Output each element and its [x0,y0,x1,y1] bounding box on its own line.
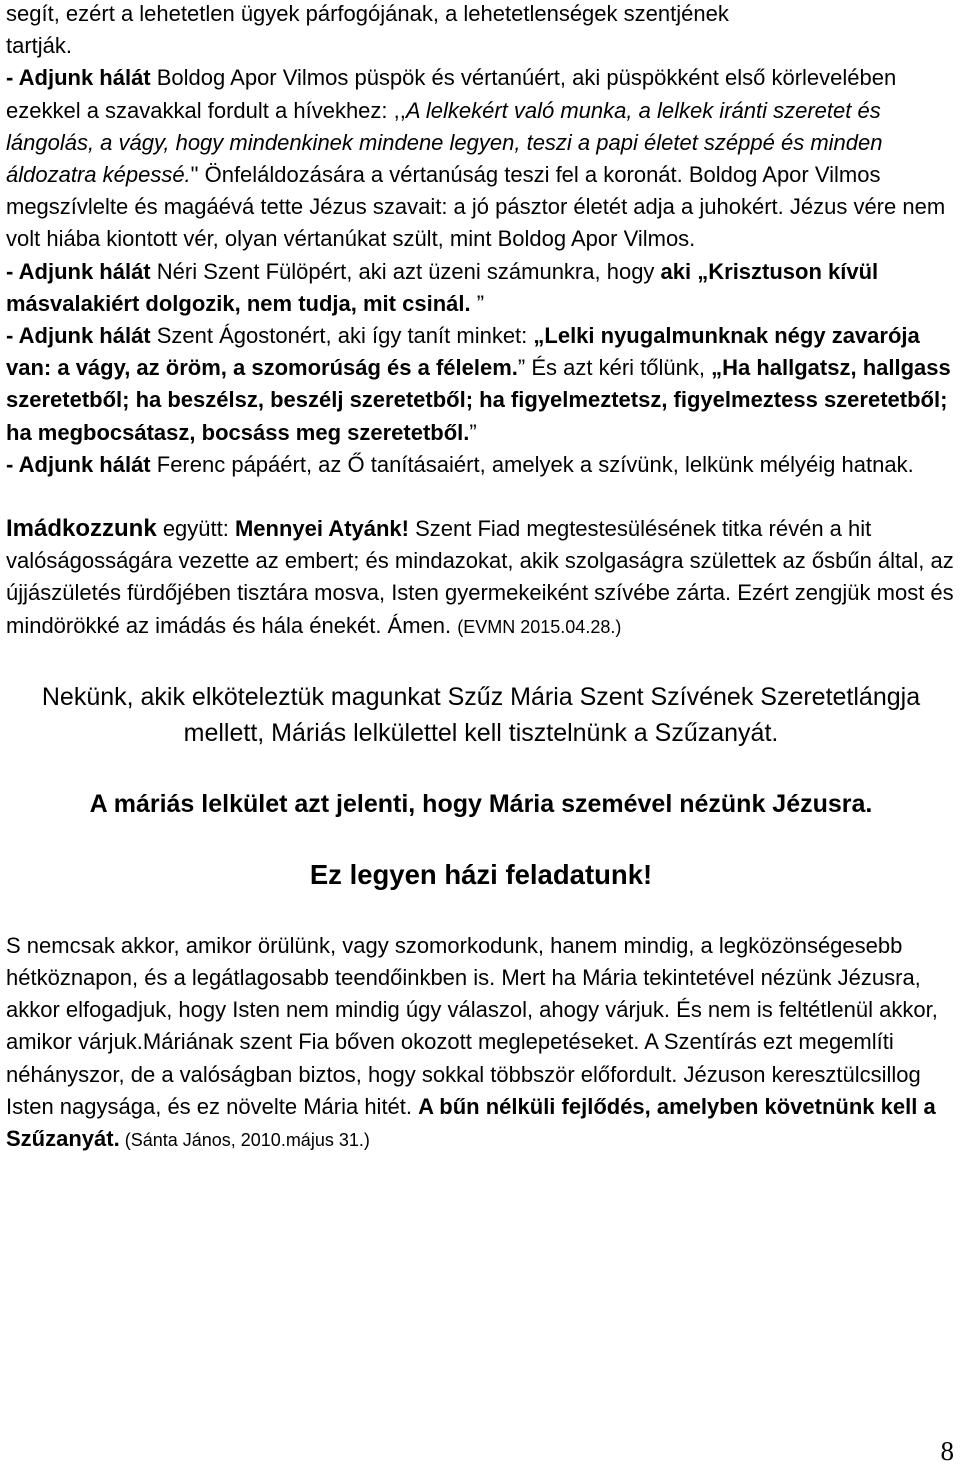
ferenc-text: Ferenc pápáért, az Ő tanításaiért, amelyek a szívünk, lelkünk mélyéig hatnak. [150,451,914,477]
prayer-paragraph [6,513,956,643]
centered-heading: Ez legyen házi feladatunk! [309,858,653,890]
ferenc-paragraph [6,449,956,481]
agoston-text-2: ” És azt kéri tőlünk, [517,355,712,381]
spacer [6,894,956,930]
intro-line-1: segít, ezért a lehetetlen ügyek párfogójának, a lehetetlenségek szentjének [6,1,729,26]
closing-bold: A bűn nélküli fejlődés, amelyben követnünk kell a Szűzanyát. [6,1093,936,1152]
prayer-address: Mennyei Atyánk! [234,516,409,542]
agoston-paragraph [6,320,956,449]
agoston-text-3: ” [469,419,477,445]
agoston-quote-2: „Ha hallgatsz, hallgass szeretetből; ha beszélsz, beszélj szeretetből; ha figyelmeztetsz, figyelmeztess szeretetből; ha megbocsátasz, bocsáss meg szeretetből. [6,355,951,445]
closing-source: (Sánta János, 2010.május 31.) [119,1130,370,1151]
agoston-thanks: Adjunk hálát [18,323,151,349]
apor-text-1: Boldog Apor Vilmos püspök és vértanúért, aki püspökként első körlevelében ezekkel a szavakkal fordult a hívekhez: ,, [6,65,897,123]
intro-paragraph [6,0,956,62]
closing-paragraph [6,930,956,1156]
neri-quote: aki „Krisztuson kívül másvalakiért dolgozik, nem tudja, mit csinál. [6,258,879,316]
agoston-quote-1: „Lelki nyugalmunknak négy zavarója van: a vágy, az öröm, a szomorúság és a félelem. [6,323,920,381]
prayer-together: együtt: [156,516,235,542]
document-page [6,0,956,1156]
spacer [6,822,956,856]
prayer-lead: Imádkozzunk [6,515,157,543]
ferenc-prefix: - [6,451,19,477]
apor-quote: A lelkekért való munka, a lelkek iránti szeretet és lángolás, a vágy, hogy mindenkinek mindene legyen, teszi a papi életet széppé és minden áldozatra képessé. [6,97,883,188]
ferenc-thanks: Adjunk hálát [18,451,151,477]
spacer [6,751,956,786]
neri-text-1: Néri Szent Fülöpért, aki azt üzeni számunkra, hogy [150,258,661,284]
spacer [6,643,956,679]
neri-prefix: - [6,258,19,284]
spacer [6,481,956,513]
apor-thanks: Adjunk hálát [18,65,151,91]
prayer-source: (EVMN 2015.04.28.) [457,616,622,637]
neri-paragraph [6,256,956,320]
prayer-text: Szent Fiad megtestesülésének titka révén a hit valóságosságára vezette az embert; és mindazokat, akik szolgaságra születtek az ősbűn által, az újjászületés fürdőjében tisztára mosva, Isten gyermekeiként szívébe zárta. Ezért zengjük most és mindörökké az imádás és hála énekét. Ámen. [6,516,954,638]
neri-text-2: ” [470,290,485,316]
apor-text-2: " Önfeláldozására a vértanúság teszi fel a koronát. Boldog Apor Vilmos megszívlelte és magáévá tette Jézus szavait: a jó pásztor életét adja a juhokért. Jézus vére nem volt hiába kiontott vér, olyan vértanúkat szült, mint Boldog Apor Vilmos. [6,162,946,252]
intro-line-2: tartják. [6,33,73,59]
closing-text: S nemcsak akkor, amikor örülünk, vagy szomorkodunk, hanem mindig, a legközönségesebb hétköznapon, és a legátlagosabb teendőinkben is. Mert ha Mária tekintetével nézünk Jézusra, akkor elfogadjuk, hogy Isten nem mindig úgy válaszol, ahogy várjuk. És nem is feltétlenül akkor, amikor várjuk.Máriának szent Fia bőven okozott meglepetéseket. A Szentírás ezt megemlíti néhányszor, de a valóságban biztos, hogy sokkal többször előfordult. Jézuson keresztülcsillog Isten nagysága, és ez növelte Mária hitét. [6,932,938,1119]
page-number: 8 [940,1436,954,1466]
centered-statement-1: Nekünk, akik elköteleztük magunkat Szűz Mária Szent Szívének Szeretetlángja mellett, Máriás lelkülettel kell tisztelnünk a Szűzanyát. [41,682,921,747]
agoston-prefix: - [6,323,19,349]
apor-paragraph [6,62,956,255]
neri-thanks: Adjunk hálát [18,258,151,284]
centered-statement-2: A máriás lelkület azt jelenti, hogy Mária szemével nézünk Jézusra. [89,789,873,818]
apor-prefix: - [6,65,19,91]
agoston-text-1: Szent Ágostonért, aki így tanít minket: [150,323,534,349]
